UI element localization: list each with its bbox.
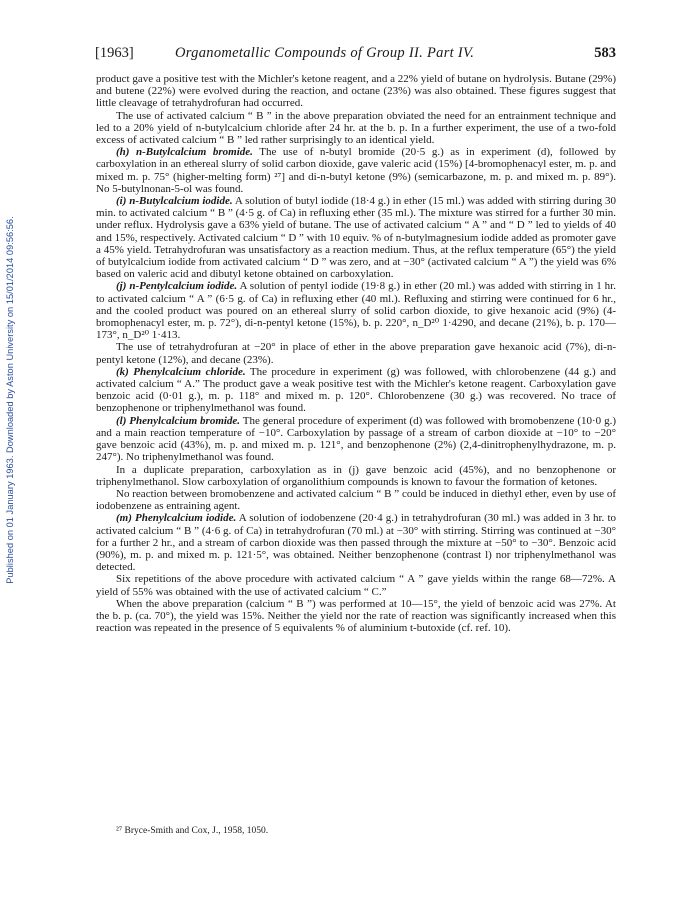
paragraph: When the above preparation (calcium “ B ”) was performed at 10—15°, the yield of benzoic acid was 27%. At the b. p. (ca. 70°), the yield was 15%. Neither the yield nor the rate of reaction was significantly increased when this reaction was repeated in the presence of 5 equivalents % of aluminium t-butoxide (cf. ref. 10). [96, 597, 616, 635]
page-header [95, 45, 616, 67]
experiment-heading: (j) n-Pentylcalcium iodide. [116, 280, 238, 293]
paragraph: (h) n-Butylcalcium bromide. The use of n-butyl bromide (20·5 g.) as in experiment (d), followed by carboxylation in an ethereal slurry of solid carbon dioxide, gave valeric acid (15%) [4-bromophenacyl ester, m. p. and mixed m. p. 75° (higher-melting form) ²⁷] and di-n-butyl ketone (9%) (semicarbazone, m. p. and mixed m. p. 89°). No 5-butylnonan-5-ol was found. [96, 146, 617, 195]
experiment-heading: (l) Phenylcalcium bromide. [116, 414, 241, 427]
article-body [96, 73, 616, 634]
sidebar-text: Published on 01 January 1963. Downloaded by Aston University on 15/01/2014 09:56:56. [5, 216, 15, 584]
paragraph: product gave a positive test with the Michler's ketone reagent, and a 22% yield of butane on hydrolysis. Butane (29%) and butene (22%) were evolved during the reaction, and octane (23%) was also obtained. These figures suggest that little cleavage of tetrahydrofuran had occurred. [96, 73, 616, 110]
experiment-heading: (i) n-Butylcalcium iodide. [116, 195, 233, 208]
paragraph: (j) n-Pentylcalcium iodide. A solution of pentyl iodide (19·8 g.) in ether (20 ml.) was added with stirring in 1 hr. to activated calcium “ A ” (6·5 g. of Ca) in refluxing ether (40 ml.). Refluxing and stirring were continued for 6 hr., and the cooled product was poured on an ethereal slurry of solid carbon dioxide, to give hexanoic acid (9%) (4-bromophenacyl ester, m. p. 72°), di-n-pentyl ketone (15%), b. p. 220°, n_D²⁰ 1·4290, and decane (21%), b. p. 170—173°, n_D²⁰ 1·413. [96, 280, 616, 342]
paragraph: (l) Phenylcalcium bromide. The general procedure of experiment (d) was followed with bromobenzene (10·0 g.) and a main reaction temperature of −10°. Carboxylation by passage of a stream of carbon dioxide at −10° to −20° gave benzoic acid (43%), m. p. and mixed m. p. 121°, and benzophenone (2%) (2,4-dinitrophenylhydrazone, m. p. 247°). No triphenylmethanol was found. [96, 414, 616, 464]
experiment-heading: (h) n-Butylcalcium bromide. [116, 146, 253, 159]
header-year: [1963] [95, 45, 134, 61]
experiment-heading: (k) Phenylcalcium chloride. [116, 365, 246, 378]
paragraph: In a duplicate preparation, carboxylation as in (j) gave benzoic acid (45%), and no benzophenone or triphenylmethanol. Slow carboxylation of organolithium compounds is known to favour the formation of ketones. [96, 463, 616, 488]
paragraph: No reaction between bromobenzene and activated calcium “ B ” could be induced in diethyl ether, even by use of iodobenzene as entraining agent. [96, 487, 616, 513]
footnote: ²⁷ Bryce-Smith and Cox, J., 1958, 1050. [116, 826, 269, 836]
paragraph: Six repetitions of the above procedure with activated calcium “ A ” gave yields within the range 68—72%. A yield of 55% was obtained with the use of activated calcium “ C.” [96, 573, 616, 598]
paragraph: The use of tetrahydrofuran at −20° in place of ether in the above preparation gave hexanoic acid (7%), di-n-pentyl ketone (12%), and decane (23%). [96, 341, 616, 366]
publication-sidebar-note [2, 120, 18, 680]
header-title: Organometallic Compounds of Group II. Part IV. [175, 45, 475, 61]
page-number: 583 [594, 45, 616, 61]
paragraph: (k) Phenylcalcium chloride. The procedure in experiment (g) was followed, with chlorobenzene (44 g.) and activated calcium “ A.” The product gave a weak positive test with the Michler's ketone reagent. Carboxylation gave benzoic acid (0·01 g.), m. p. 118° and mixed m. p. 120°. Chlorobenzene (30 g.) was recovered. No trace of benzophenone or triphenylmethanol was found. [96, 365, 616, 415]
experiment-heading: (m) Phenylcalcium iodide. [116, 512, 237, 525]
paragraph: The use of activated calcium “ B ” in the above preparation obviated the need for an entrainment technique and led to a 20% yield of n-butylcalcium chloride after 24 hr. at the b. p. In a further experiment, the use of a two-fold excess of activated calcium “ B ” led rather surprisingly to an identical yield. [96, 109, 616, 147]
paragraph: (i) n-Butylcalcium iodide. A solution of butyl iodide (18·4 g.) in ether (15 ml.) was added with stirring during 30 min. to activated calcium “ B ” (4·5 g. of Ca) in refluxing ether (35 ml.). The mixture was stirred for a further 30 min. under reflux. Hydrolysis gave a 63% yield of butane. The use of activated calcium “ A ” and “ D ” led to yields of 40 and 15%, respectively. Activated calcium “ D ” with 10 equiv. % of n-butylmagnesium iodide added as promoter gave a 45% yield. Tetrahydrofuran was unsatisfactory as a reaction medium. Thus, at the reflux temperature (65°) the yield of butylcalcium iodide from activated calcium “ D ” was zero, and at −30° (activated calcium “ A ”) the yield was 6% based on valeric acid and dibutyl ketone obtained on carboxylation. [96, 195, 617, 281]
paragraph: (m) Phenylcalcium iodide. A solution of iodobenzene (20·4 g.) in tetrahydrofuran (30 ml.) was added in 3 hr. to activated calcium “ B ” (4·6 g. of Ca) in tetrahydrofuran (70 ml.) at −30° with stirring. Stirring was continued at −30° for a further 2 hr., and a stream of carbon dioxide was then passed through the mixture at −50° to −30°. Benzoic acid (90%), m. p. and mixed m. p. 121·5°, was obtained. Neither benzophenone (contrast l) nor triphenylmethanol was detected. [96, 512, 617, 574]
